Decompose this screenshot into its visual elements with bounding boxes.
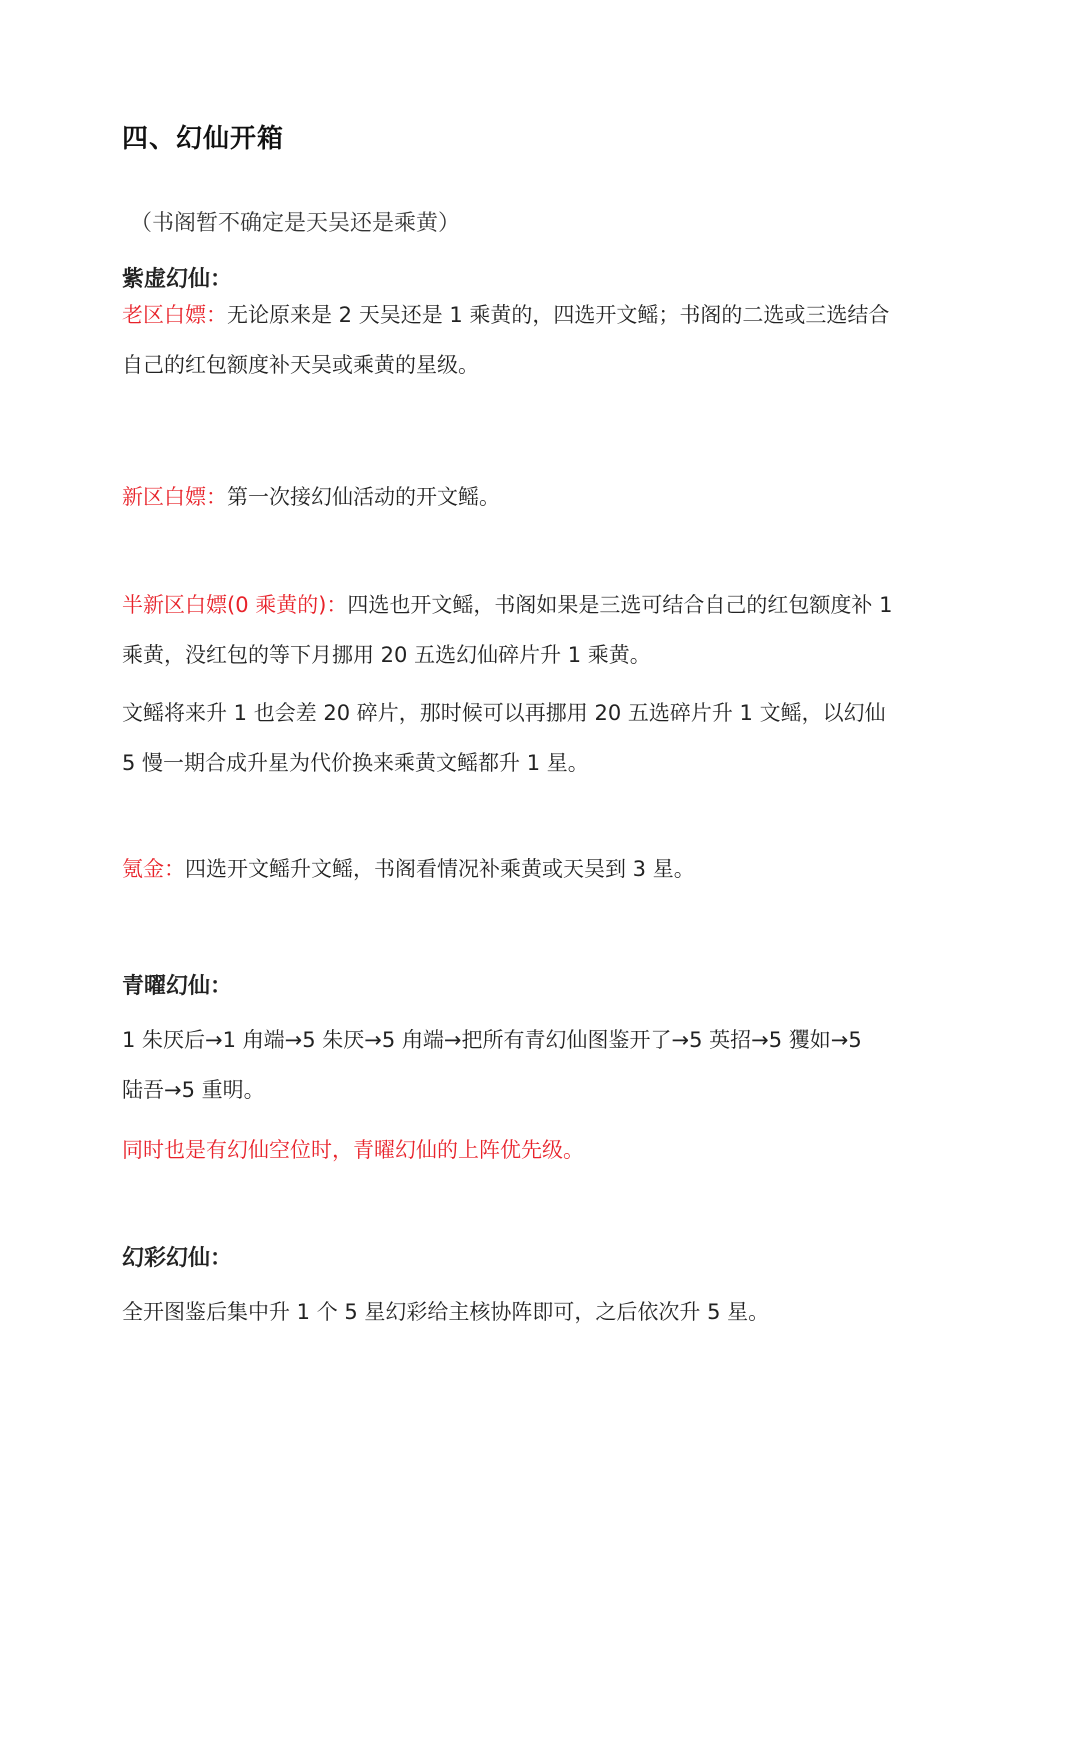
zixu-half-line3: 文鳐将来升 1 也会差 20 碎片，那时候可以再挪用 20 五选碎片升 1 文鳐，以幻仙: [122, 701, 886, 725]
zixu-half-paragraph: [122, 580, 972, 680]
zixu-half-line1: [122, 580, 972, 630]
zixu-old-line1: [122, 290, 972, 340]
zixu-half-text1: 四选也开文鳐，书阁如果是三选可结合自己的红包额度补 1: [347, 593, 893, 617]
zixu-krypton-paragraph: [122, 844, 972, 894]
zixu-half-paragraph-2: [122, 688, 972, 788]
zixu-old-label: 老区白嫖：: [122, 303, 227, 327]
qingyao-line2: 陆吾→5 重明。: [122, 1078, 265, 1102]
zixu-half-label: 半新区白嫖(0 乘黄的)：: [122, 593, 348, 617]
zixu-krypton-line: [122, 844, 972, 894]
zixu-new-paragraph: [122, 472, 972, 522]
zixu-krypton-label: 氪金：: [122, 857, 185, 881]
zixu-new-line: [122, 472, 972, 522]
note-text: （书阁暂不确定是天吴还是乘黄）: [130, 211, 461, 236]
qingyao-paragraph: [122, 1015, 972, 1115]
zixu-half-line2: 乘黄，没红包的等下月挪用 20 五选幻仙碎片升 1 乘黄。: [122, 643, 651, 667]
zixu-krypton-text: 四选开文鳐升文鳐，书阁看情况补乘黄或天吴到 3 星。: [185, 857, 695, 881]
huancai-text: 全开图鉴后集中升 1 个 5 星幻彩给主核协阵即可，之后依次升 5 星。: [122, 1300, 770, 1324]
qingyao-highlight: 同时也是有幻仙空位时，青曜幻仙的上阵优先级。: [122, 1138, 584, 1162]
huancai-paragraph: [122, 1287, 972, 1337]
huancai-heading: 幻彩幻仙：: [122, 1246, 233, 1271]
qingyao-highlight-paragraph: [122, 1125, 972, 1175]
zixu-old-paragraph: [122, 290, 972, 390]
zixu-new-label: 新区白嫖：: [122, 485, 227, 509]
zixu-old-line2: 自己的红包额度补天吴或乘黄的星级。: [122, 353, 479, 377]
qingyao-heading: 青曜幻仙：: [122, 974, 233, 999]
zixu-heading: 紫虚幻仙：: [122, 267, 233, 292]
zixu-half-line4: 5 慢一期合成升星为代价换来乘黄文鳐都升 1 星。: [122, 751, 589, 775]
section-title: 四、幻仙开箱: [122, 124, 285, 154]
qingyao-line1: 1 朱厌后→1 甪端→5 朱厌→5 甪端→把所有青幻仙图鉴开了→5 英招→5 玃如→5: [122, 1028, 862, 1052]
zixu-old-text1: 无论原来是 2 天吴还是 1 乘黄的，四选开文鳐；书阁的二选或三选结合: [227, 303, 890, 327]
zixu-new-text: 第一次接幻仙活动的开文鳐。: [227, 485, 500, 509]
